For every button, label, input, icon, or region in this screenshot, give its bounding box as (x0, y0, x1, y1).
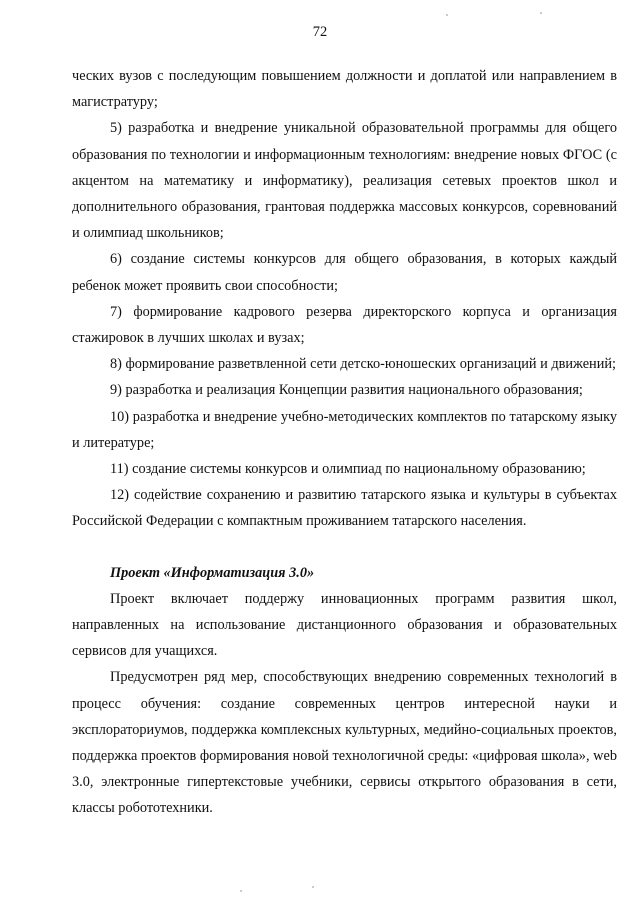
list-item-10: 10) разработка и внедрение учебно-методических комплектов по татарскому языку и литературе; (72, 408, 617, 451)
scan-speck (312, 886, 314, 888)
section-paragraph-1: Проект включает поддержу инновационных программ развития школ, направленных на использование дистанционного образования и образовательных сервисов для учащихся. (72, 590, 617, 660)
list-item-9: 9) разработка и реализация Концепции развития национального образования; (110, 382, 583, 399)
scan-speck (446, 14, 448, 16)
list-item-11: 11) создание системы конкурсов и олимпиад по национальному образованию; (110, 461, 586, 478)
body-text (72, 63, 617, 822)
scan-speck (540, 12, 542, 14)
list-continuation-paragraph: ческих вузов с последующим повышением должности и доплатой или направлением в магистратуру; (72, 68, 617, 111)
list-item-6: 6) создание системы конкурсов для общего образования, в которых каждый ребенок может проявить свои способности; (72, 251, 617, 294)
scan-speck (240, 890, 242, 892)
list-item-8: 8) формирование разветвленной сети детско-юношеских организаций и движений; (110, 356, 616, 373)
list-item-12: 12) содействие сохранению и развитию татарского языка и культуры в субъектах Российской Федерации с компактным проживанием татарского населения. (72, 487, 617, 530)
section-heading: Проект «Информатизация 3.0» (110, 564, 315, 581)
page-number: 72 (312, 24, 328, 40)
list-item-7: 7) формирование кадрового резерва директорского корпуса и организация стажировок в лучших школах и вузах; (72, 303, 617, 347)
section-paragraph-2: Предусмотрен ряд мер, способствующих внедрению современных технологий в процесс обучения: создание современных центров интересной науки и эксплораториумов, поддержка комплексных культурных, медийно-социальных проектов, поддержка проектов формирования новой технологичной среды: «цифровая школа», web 3.0, электронные гипертекстовые учебники, сервисы открытого образования в сети, классы робототехники. (72, 669, 617, 817)
list-item-5: 5) разработка и внедрение уникальной образовательной программы для общего образования по технологии и информационным технологиям: внедрение новых ФГОС (с акцентом на математику и информатику), реализация сетевых проектов школ и дополнительного образования, грантовая поддержка массовых конкурсов, соревнований и олимпиад школьников; (72, 120, 617, 242)
